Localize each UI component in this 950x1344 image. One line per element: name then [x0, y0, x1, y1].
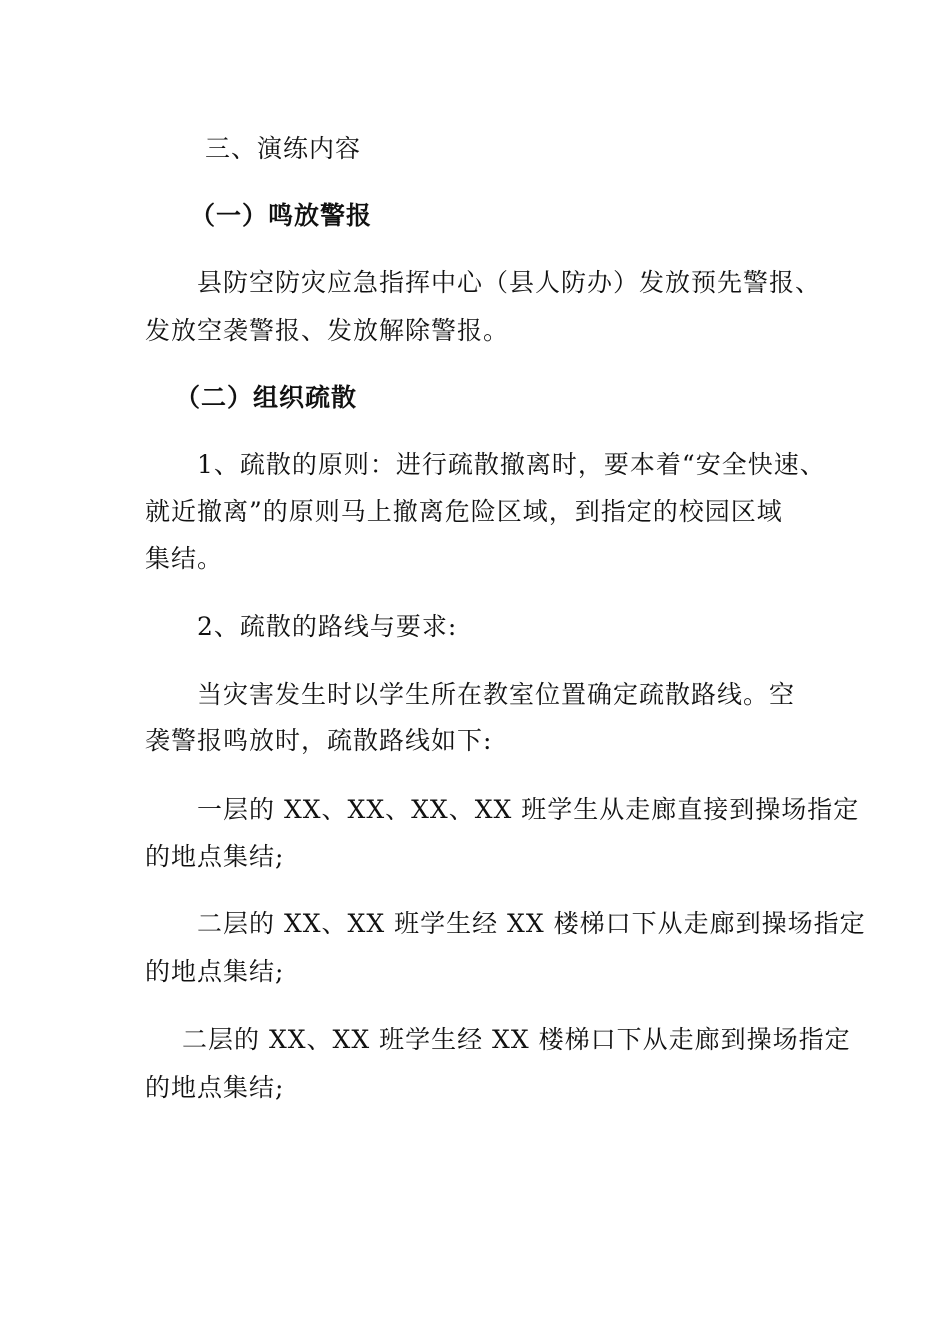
paragraph-line: 袭警报鸣放时，疏散路线如下:	[145, 726, 493, 755]
paragraph-line: 二层的 XX、XX 班学生经 XX 楼梯口下从走廊到操场指定	[182, 1025, 851, 1054]
paragraph-line: 1、疏散的原则：进行疏散撤离时，要本着“安全快速、	[197, 450, 826, 479]
paragraph-line: 县防空防灾应急指挥中心（县人防办）发放预先警报、	[197, 268, 822, 297]
section-heading: 三、演练内容	[205, 134, 362, 163]
paragraph-line: 就近撤离”的原则马上撤离危险区域，到指定的校园区域	[145, 497, 783, 526]
subsection-heading-evacuation: （二）组织疏散	[175, 383, 358, 412]
paragraph-line: 的地点集结;	[145, 842, 285, 871]
paragraph-line: 的地点集结;	[145, 957, 285, 986]
paragraph-line: 集结。	[145, 544, 224, 573]
paragraph-line: 一层的 XX、XX、XX、XX 班学生从走廊直接到操场指定	[197, 795, 860, 824]
paragraph-line: 当灾害发生时以学生所在教室位置确定疏散路线。空	[197, 680, 796, 709]
paragraph-line: 二层的 XX、XX 班学生经 XX 楼梯口下从走廊到操场指定	[197, 909, 866, 938]
paragraph-line: 的地点集结;	[145, 1073, 285, 1102]
subsection-heading-alarm: （一）鸣放警报	[190, 201, 373, 230]
paragraph-line: 发放空袭警报、发放解除警报。	[145, 316, 510, 345]
paragraph-line: 2、疏散的路线与要求:	[197, 612, 458, 641]
